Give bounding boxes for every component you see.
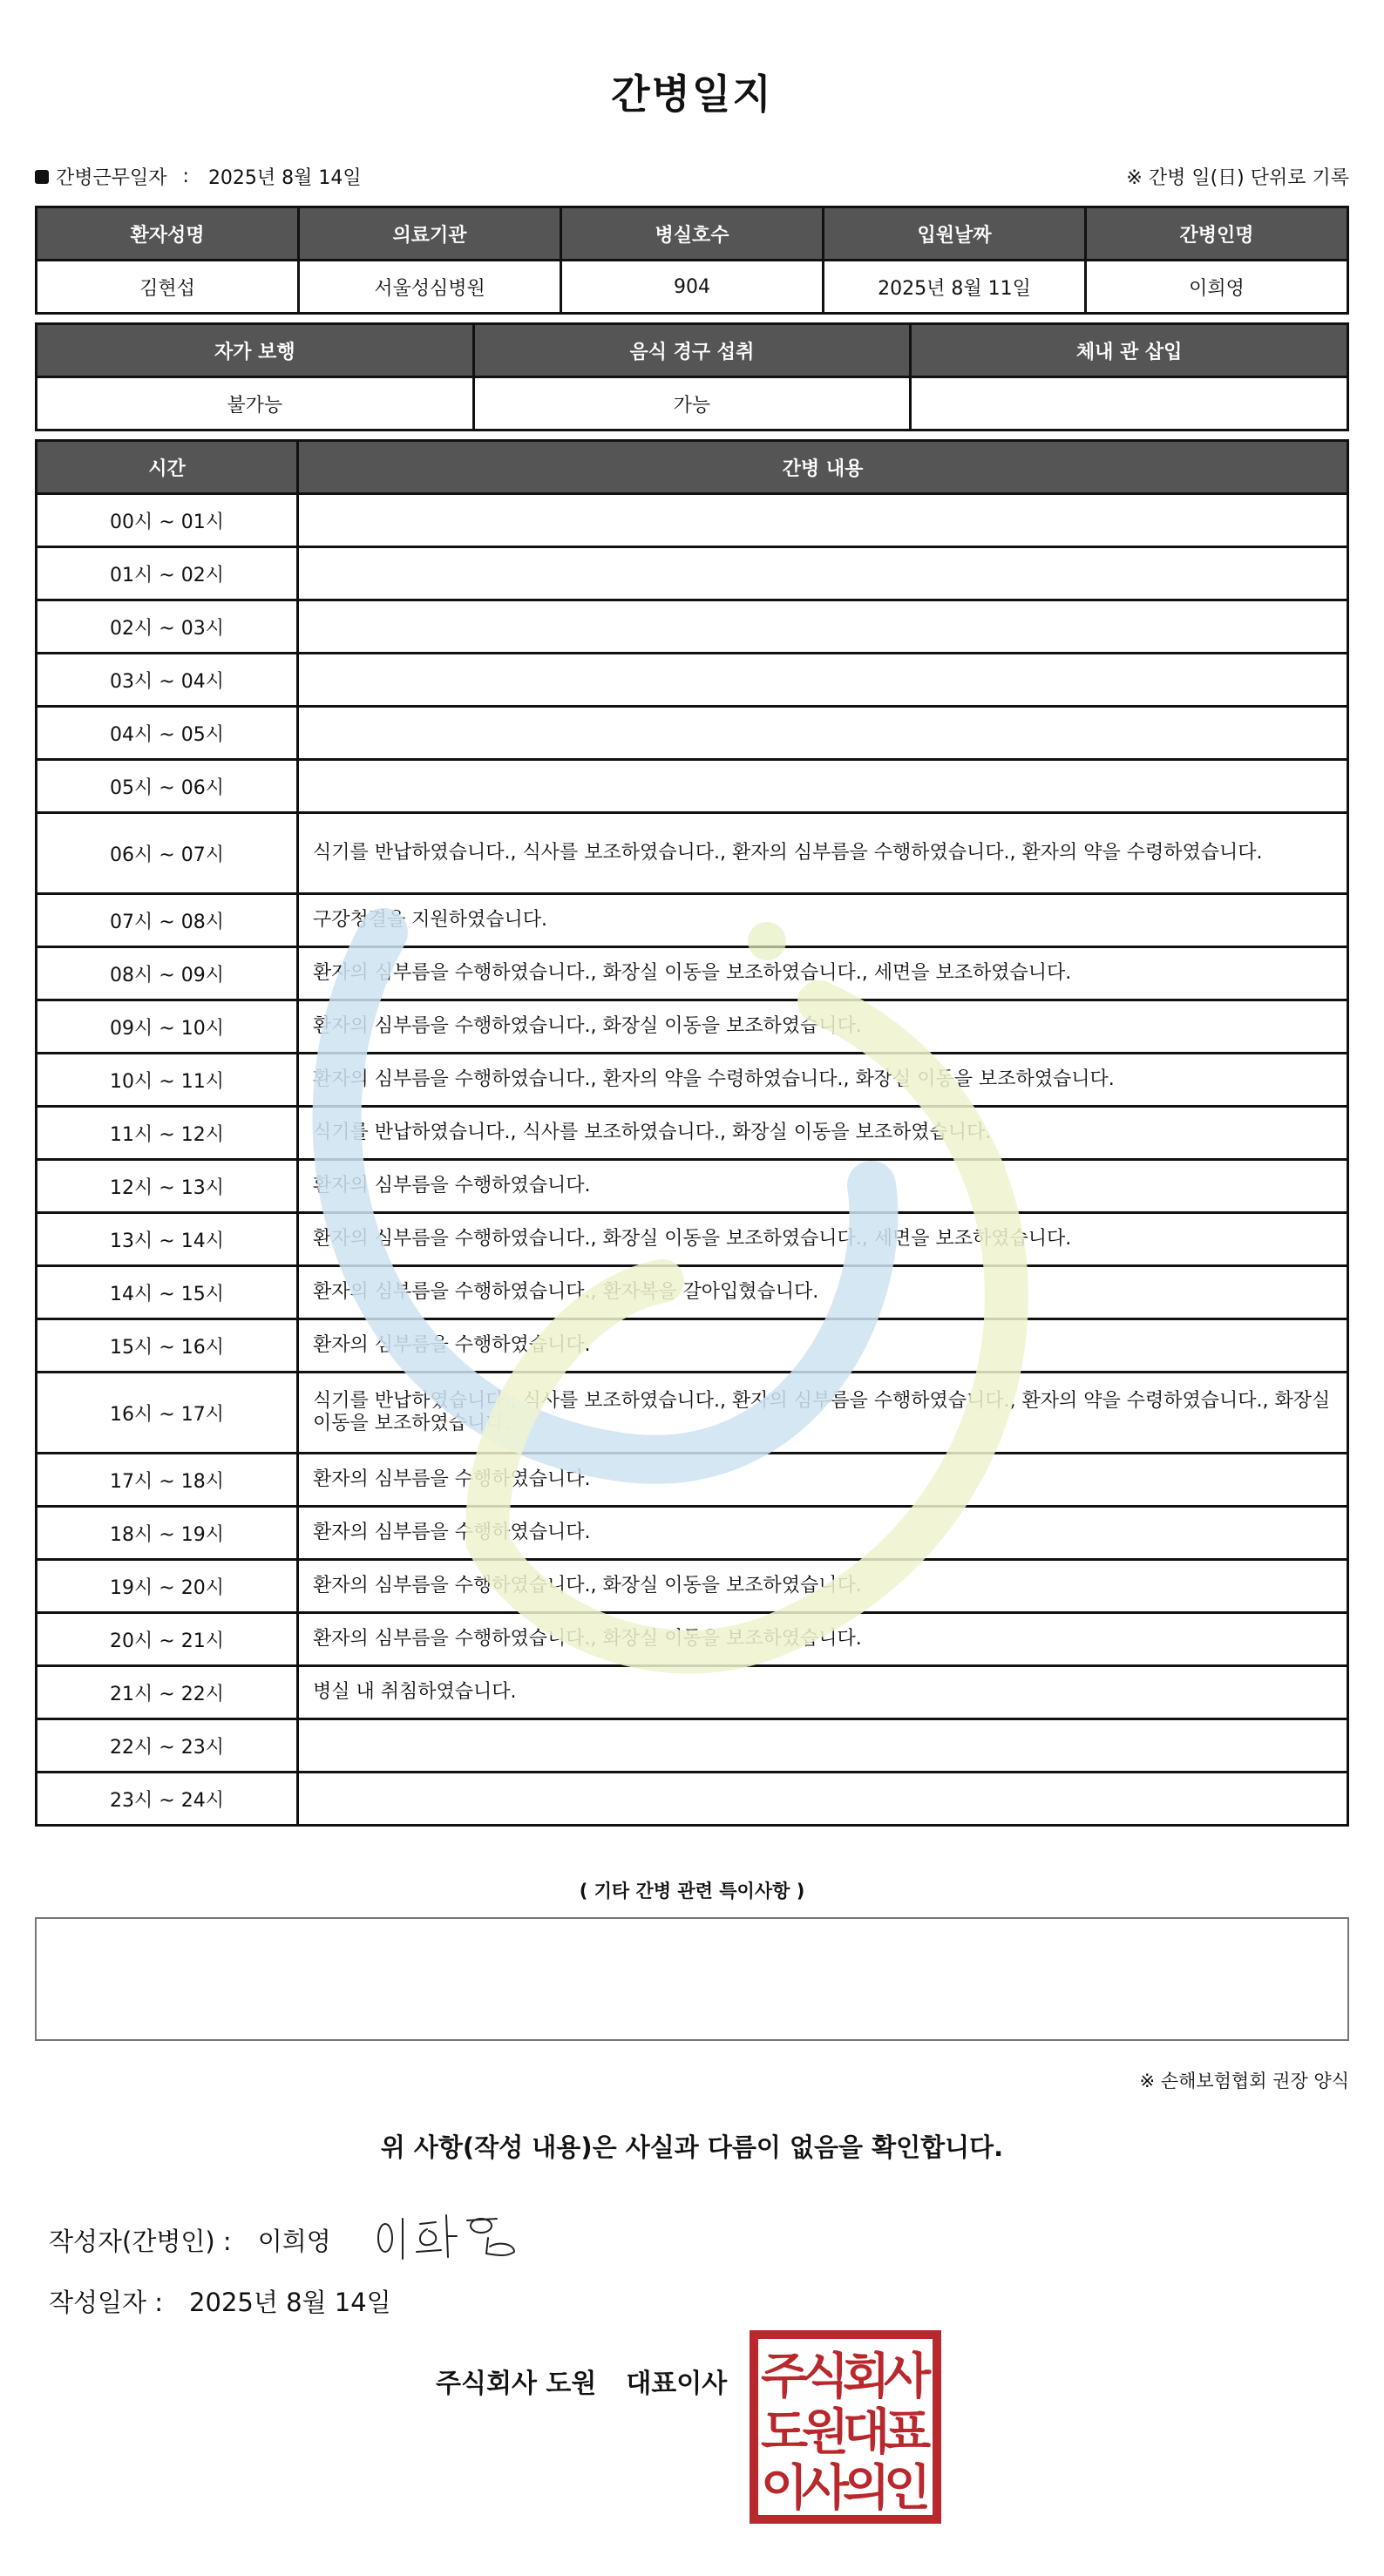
log-time-cell: 16시 ~ 17시 xyxy=(37,1373,298,1454)
log-content-cell: 병실 내 취침하였습니다. xyxy=(298,1666,1348,1719)
svg-text:원: 원 xyxy=(801,2404,850,2461)
oral-intake-value: 가능 xyxy=(473,377,911,430)
log-row xyxy=(37,654,1348,707)
log-content-cell xyxy=(298,547,1348,600)
svg-text:주: 주 xyxy=(760,2349,809,2405)
log-row xyxy=(37,813,1348,894)
care-date-value: 2025년 8월 14일 xyxy=(207,167,362,189)
log-content-cell: 환자의 심부름을 수행하였습니다., 환자의 약을 수령하였습니다., 화장실 이동을 보조하였습니다. xyxy=(298,1054,1348,1107)
log-time-cell: 18시 ~ 19시 xyxy=(37,1507,298,1560)
log-row xyxy=(37,1054,1348,1107)
log-time-cell: 13시 ~ 14시 xyxy=(37,1213,298,1266)
self-walking-header: 자가 보행 xyxy=(37,324,474,377)
log-time-cell: 11시 ~ 12시 xyxy=(37,1107,298,1160)
company-seal-stamp xyxy=(750,2330,941,2524)
patient-name-header: 환자성명 xyxy=(37,207,299,261)
write-date-value: 2025년 8월 14일 xyxy=(189,2288,391,2317)
log-row xyxy=(37,1373,1348,1454)
log-time-cell: 15시 ~ 16시 xyxy=(37,1319,298,1373)
log-content-cell: 식기를 반납하였습니다., 식사를 보조하였습니다., 환자의 심부름을 수행하였습니다., 환자의 약을 수령하였습니다., 화장실 이동을 보조하였습니다. xyxy=(298,1373,1348,1454)
log-row xyxy=(37,547,1348,600)
log-row xyxy=(37,894,1348,947)
ceo-title: 대표이사 xyxy=(626,2369,728,2399)
unit-note: ※ 간병 일(日) 단위로 기록 xyxy=(1126,167,1349,189)
log-time-cell: 01시 ~ 02시 xyxy=(37,547,298,600)
author-label: 작성자(간병인) : xyxy=(49,2227,232,2256)
log-row xyxy=(37,1213,1348,1266)
log-time-cell: 06시 ~ 07시 xyxy=(37,813,298,894)
special-notes-box xyxy=(35,1917,1349,2041)
svg-text:대: 대 xyxy=(842,2404,891,2461)
log-time-cell: 00시 ~ 01시 xyxy=(37,494,298,547)
self-walking-value: 불가능 xyxy=(37,377,474,430)
svg-text:인: 인 xyxy=(883,2460,932,2517)
log-content-cell: 환자의 심부름을 수행하였습니다., 화장실 이동을 보조하였습니다., 세면을 보조하였습니다. xyxy=(298,1213,1348,1266)
company-name: 주식회사 도원 xyxy=(436,2369,597,2399)
log-row xyxy=(37,1719,1348,1773)
care-date-colon: : xyxy=(182,166,189,187)
log-row xyxy=(37,1000,1348,1054)
patient-name-value: 김현섭 xyxy=(37,261,299,314)
hospital-header: 의료기관 xyxy=(299,207,561,261)
svg-text:의: 의 xyxy=(842,2460,891,2517)
write-date-line xyxy=(49,2283,391,2319)
log-time-cell: 17시 ~ 18시 xyxy=(37,1454,298,1507)
care-log-table xyxy=(35,439,1349,1827)
svg-text:도: 도 xyxy=(760,2404,809,2461)
log-content-cell: 환자의 심부름을 수행하였습니다. xyxy=(298,1507,1348,1560)
log-row xyxy=(37,1266,1348,1319)
svg-text:이: 이 xyxy=(760,2460,809,2517)
log-content-cell: 환자의 심부름을 수행하였습니다., 화장실 이동을 보조하였습니다., 세면을 보조하였습니다. xyxy=(298,947,1348,1000)
tube-insertion-header: 체내 관 삽입 xyxy=(911,324,1348,377)
room-number-value: 904 xyxy=(561,261,824,314)
time-column-header: 시간 xyxy=(37,441,298,494)
handwritten-signature xyxy=(366,2203,523,2273)
log-row xyxy=(37,1560,1348,1613)
hospital-value: 서울성심병원 xyxy=(299,261,561,314)
log-content-cell xyxy=(298,760,1348,813)
log-row xyxy=(37,1507,1348,1560)
tube-insertion-value xyxy=(911,377,1348,430)
log-time-cell: 10시 ~ 11시 xyxy=(37,1054,298,1107)
log-row xyxy=(37,600,1348,654)
log-time-cell: 05시 ~ 06시 xyxy=(37,760,298,813)
log-row xyxy=(37,1666,1348,1719)
log-content-cell xyxy=(298,1719,1348,1773)
log-content-cell: 환자의 심부름을 수행하였습니다. xyxy=(298,1160,1348,1213)
log-time-cell: 09시 ~ 10시 xyxy=(37,1000,298,1054)
author-line xyxy=(49,2222,331,2258)
log-content-cell: 환자의 심부름을 수행하였습니다. xyxy=(298,1454,1348,1507)
log-content-cell: 환자의 심부름을 수행하였습니다. xyxy=(298,1319,1348,1373)
svg-text:사: 사 xyxy=(883,2349,932,2405)
care-date-line xyxy=(35,163,362,190)
patient-status-table xyxy=(35,322,1349,431)
caregiver-name-header: 간병인명 xyxy=(1086,207,1348,261)
log-time-cell: 23시 ~ 24시 xyxy=(37,1773,298,1826)
log-row xyxy=(37,1773,1348,1826)
log-content-cell: 구강청결을 지원하였습니다. xyxy=(298,894,1348,947)
log-row xyxy=(37,1107,1348,1160)
svg-text:회: 회 xyxy=(842,2349,891,2405)
log-content-cell xyxy=(298,654,1348,707)
log-content-cell: 환자의 심부름을 수행하였습니다., 화장실 이동을 보조하였습니다. xyxy=(298,1560,1348,1613)
content-column-header: 간병 내용 xyxy=(298,441,1348,494)
svg-text:식: 식 xyxy=(801,2349,850,2405)
document-title: 간병일지 xyxy=(611,71,773,118)
special-notes-title: ( 기타 간병 관련 특이사항 ) xyxy=(579,1881,805,1901)
confirmation-statement: 위 사항(작성 내용)은 사실과 다름이 없음을 확인합니다. xyxy=(380,2132,1004,2162)
log-row xyxy=(37,1454,1348,1507)
log-time-cell: 12시 ~ 13시 xyxy=(37,1160,298,1213)
log-row xyxy=(37,760,1348,813)
log-row xyxy=(37,494,1348,547)
admission-date-value: 2025년 8월 11일 xyxy=(824,261,1086,314)
company-line xyxy=(436,2362,727,2400)
author-name: 이희영 xyxy=(257,2227,331,2256)
log-time-cell: 03시 ~ 04시 xyxy=(37,654,298,707)
log-time-cell: 02시 ~ 03시 xyxy=(37,600,298,654)
log-content-cell: 환자의 심부름을 수행하였습니다., 환자복을 갈아입혔습니다. xyxy=(298,1266,1348,1319)
caregiver-name-value: 이희영 xyxy=(1086,261,1348,314)
log-time-cell: 19시 ~ 20시 xyxy=(37,1560,298,1613)
log-content-cell: 식기를 반납하였습니다., 식사를 보조하였습니다., 환자의 심부름을 수행하였습니다., 환자의 약을 수령하였습니다. xyxy=(298,813,1348,894)
log-content-cell xyxy=(298,1773,1348,1826)
log-row xyxy=(37,1319,1348,1373)
log-time-cell: 08시 ~ 09시 xyxy=(37,947,298,1000)
log-content-cell: 환자의 심부름을 수행하였습니다., 화장실 이동을 보조하였습니다. xyxy=(298,1613,1348,1666)
room-number-header: 병실호수 xyxy=(561,207,824,261)
log-time-cell: 04시 ~ 05시 xyxy=(37,707,298,760)
log-time-cell: 22시 ~ 23시 xyxy=(37,1719,298,1773)
log-row xyxy=(37,1613,1348,1666)
square-bullet-icon xyxy=(35,170,49,184)
log-time-cell: 21시 ~ 22시 xyxy=(37,1666,298,1719)
log-content-cell: 식기를 반납하였습니다., 식사를 보조하였습니다., 화장실 이동을 보조하였습니다. xyxy=(298,1107,1348,1160)
association-note: ※ 손해보험협회 권장 양식 xyxy=(1139,2071,1349,2091)
patient-info-table xyxy=(35,206,1349,315)
log-time-cell: 07시 ~ 08시 xyxy=(37,894,298,947)
log-row xyxy=(37,1160,1348,1213)
log-content-cell xyxy=(298,600,1348,654)
log-row xyxy=(37,947,1348,1000)
log-time-cell: 14시 ~ 15시 xyxy=(37,1266,298,1319)
care-date-label: 간병근무일자 xyxy=(56,167,167,189)
log-content-cell xyxy=(298,494,1348,547)
svg-text:표: 표 xyxy=(883,2404,932,2461)
log-content-cell: 환자의 심부름을 수행하였습니다., 화장실 이동을 보조하였습니다. xyxy=(298,1000,1348,1054)
log-row xyxy=(37,707,1348,760)
oral-intake-header: 음식 경구 섭취 xyxy=(473,324,911,377)
admission-date-header: 입원날짜 xyxy=(824,207,1086,261)
log-time-cell: 20시 ~ 21시 xyxy=(37,1613,298,1666)
write-date-label: 작성일자 : xyxy=(49,2288,164,2317)
log-content-cell xyxy=(298,707,1348,760)
svg-text:사: 사 xyxy=(801,2460,850,2517)
